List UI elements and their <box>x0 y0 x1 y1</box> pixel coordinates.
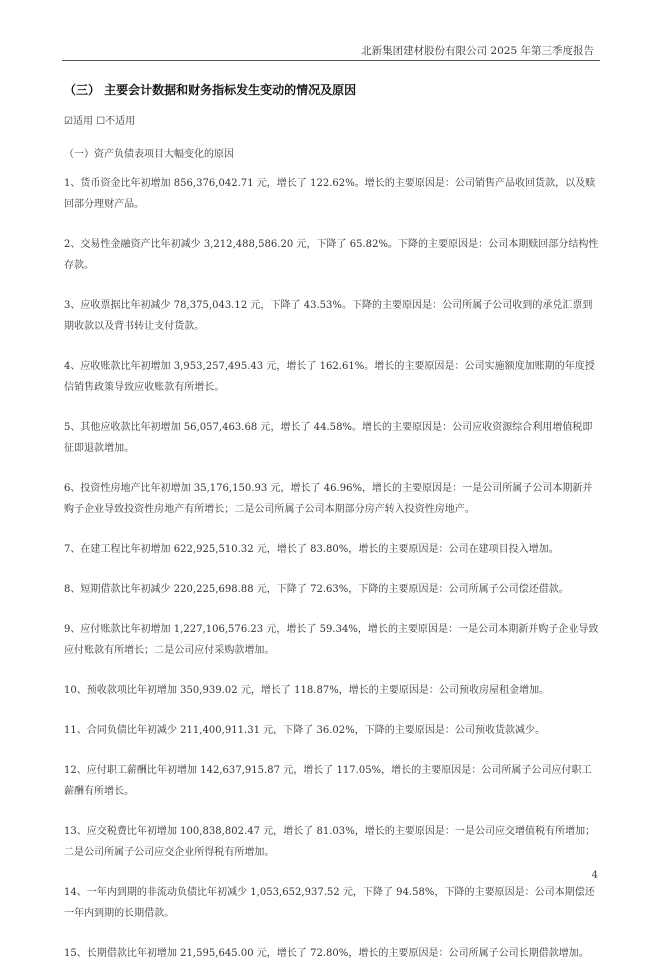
section-title: （三） 主要会计数据和财务指标发生变动的情况及原因 <box>64 83 357 97</box>
list-item: 4、应收账款比年初增加 3,953,257,495.43 元，增长了 162.61%。增长的主要原因是：公司实施额度加账期的年度授信销售政策导致应收账款有所增长。 <box>64 361 595 393</box>
list-item: 6、投资性房地产比年初增加 35,176,150.93 元，增长了 46.96%，增长的主要原因是：一是公司所属子公司本期新并购子企业导致投资性房地产有所增长；二是公司所属子公司本期部分房产转入投资性房地产。 <box>64 483 593 515</box>
applicability-checkboxes: ☑适用 ☐不适用 <box>64 116 136 127</box>
list-item: 14、一年内到期的非流动负债比年初减少 1,053,652,937.52 元，下降了 94.58%，下降的主要原因是：公司本期偿还一年内到期的长期借款。 <box>64 887 595 919</box>
list-item: 12、应付职工薪酬比年初增加 142,637,915.87 元，增长了 117.05%，增长的主要原因是：公司所属子公司应付职工薪酬有所增长。 <box>64 765 592 797</box>
page-number: 4 <box>591 870 598 881</box>
balance-sheet-change-list <box>64 173 600 964</box>
list-item: 2、交易性金融资产比年初减少 3,212,488,586.20 元，下降了 65.82%。下降的主要原因是：公司本期赎回部分结构性存款。 <box>64 239 599 271</box>
list-item: 5、其他应收款比年初增加 56,057,463.68 元，增长了 44.58%。增长的主要原因是：公司应收资源综合利用增值税即征即退款增加。 <box>64 422 593 454</box>
list-item: 7、在建工程比年初增加 622,925,510.32 元，增长了 83.80%，增长的主要原因是：公司在建项目投入增加。 <box>64 544 559 555</box>
list-item: 15、长期借款比年初增加 21,595,645.00 元，增长了 72.80%，增长的主要原因是：公司所属子公司长期借款增加。 <box>64 948 589 959</box>
list-item: 13、应交税费比年初增加 100,838,802.47 元，增长了 81.03%，增长的主要原因是：一是公司应交增值税有所增加；二是公司所属子公司应交企业所得税有所增加。 <box>64 826 596 858</box>
list-item: 1、货币资金比年初增加 856,376,042.71 元，增长了 122.62%。增长的主要原因是：公司销售产品收回货款，以及赎回部分理财产品。 <box>64 178 596 210</box>
header-divider <box>62 60 600 61</box>
report-header-title: 北新集团建材股份有限公司 2025 年第三季度报告 <box>361 45 594 57</box>
list-item: 3、应收票据比年初减少 78,375,043.12 元，下降了 43.53%。下降的主要原因是：公司所属子公司收到的承兑汇票到期收款以及背书转让支付货款。 <box>64 300 593 332</box>
list-item: 11、合同负债比年初减少 211,400,911.31 元，下降了 36.02%，下降的主要原因是：公司预收货款减少。 <box>64 725 546 736</box>
list-item: 9、应付账款比年初增加 1,227,106,576.23 元，增长了 59.34%，增长的主要原因是：一是公司本期新并购子企业导致应付账款有所增长；二是公司应付采购款增加。 <box>64 624 599 656</box>
list-item: 8、短期借款比年初减少 220,225,698.88 元，下降了 72.63%，下降的主要原因是：公司所属子公司偿还借款。 <box>64 584 569 595</box>
list-item: 10、预收款项比年初增加 350,939.02 元，增长了 118.87%，增长的主要原因是：公司预收房屋租金增加。 <box>64 685 550 696</box>
subsection-title: （一）资产负债表项目大幅变化的原因 <box>64 149 234 160</box>
